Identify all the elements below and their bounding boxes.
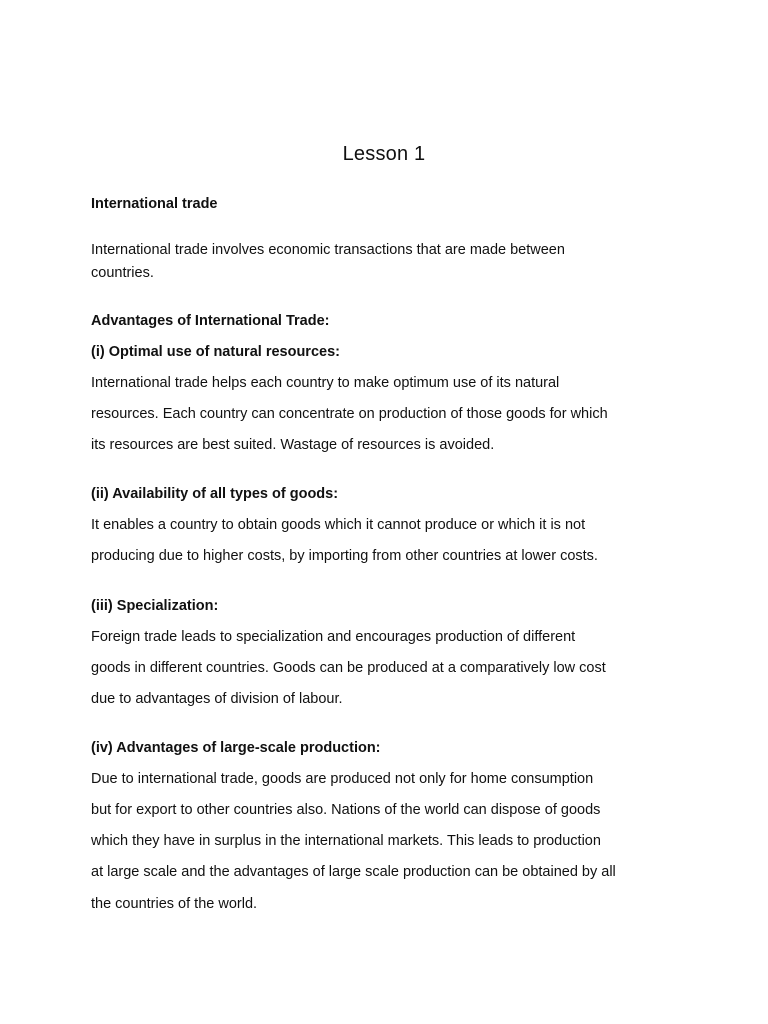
section-heading: International trade <box>91 196 218 212</box>
subsection-heading: (iii) Specialization: <box>91 598 219 614</box>
intro-line: International trade involves economic transactions that are made between <box>91 242 565 258</box>
paragraph-line: due to advantages of division of labour. <box>91 691 343 707</box>
intro-line: countries. <box>91 265 154 281</box>
advantages-heading: Advantages of International Trade: <box>91 313 330 329</box>
paragraph-line: International trade helps each country to make optimum use of its natural <box>91 375 560 391</box>
paragraph-line: Due to international trade, goods are produced not only for home consumption <box>91 771 594 787</box>
subsection-heading: (iv) Advantages of large-scale production: <box>91 740 381 756</box>
paragraph-line: resources. Each country can concentrate on production of those goods for which <box>91 406 608 422</box>
paragraph-line: which they have in surplus in the international markets. This leads to production <box>91 833 601 849</box>
paragraph-line: producing due to higher costs, by importing from other countries at lower costs. <box>91 548 598 564</box>
paragraph-line: Foreign trade leads to specialization and encourages production of different <box>91 629 576 645</box>
paragraph-line: goods in different countries. Goods can be produced at a comparatively low cost <box>91 660 606 676</box>
page-title: Lesson 1 <box>342 143 426 165</box>
paragraph-line: its resources are best suited. Wastage of resources is avoided. <box>91 437 495 453</box>
paragraph-line: but for export to other countries also. Nations of the world can dispose of goods <box>91 802 601 818</box>
paragraph-line: at large scale and the advantages of large scale production can be obtained by all <box>91 864 616 880</box>
subsection-heading: (ii) Availability of all types of goods: <box>91 486 339 502</box>
paragraph-line: the countries of the world. <box>91 896 258 912</box>
subsection-heading: (i) Optimal use of natural resources: <box>91 344 340 360</box>
paragraph-line: It enables a country to obtain goods which it cannot produce or which it is not <box>91 517 586 533</box>
